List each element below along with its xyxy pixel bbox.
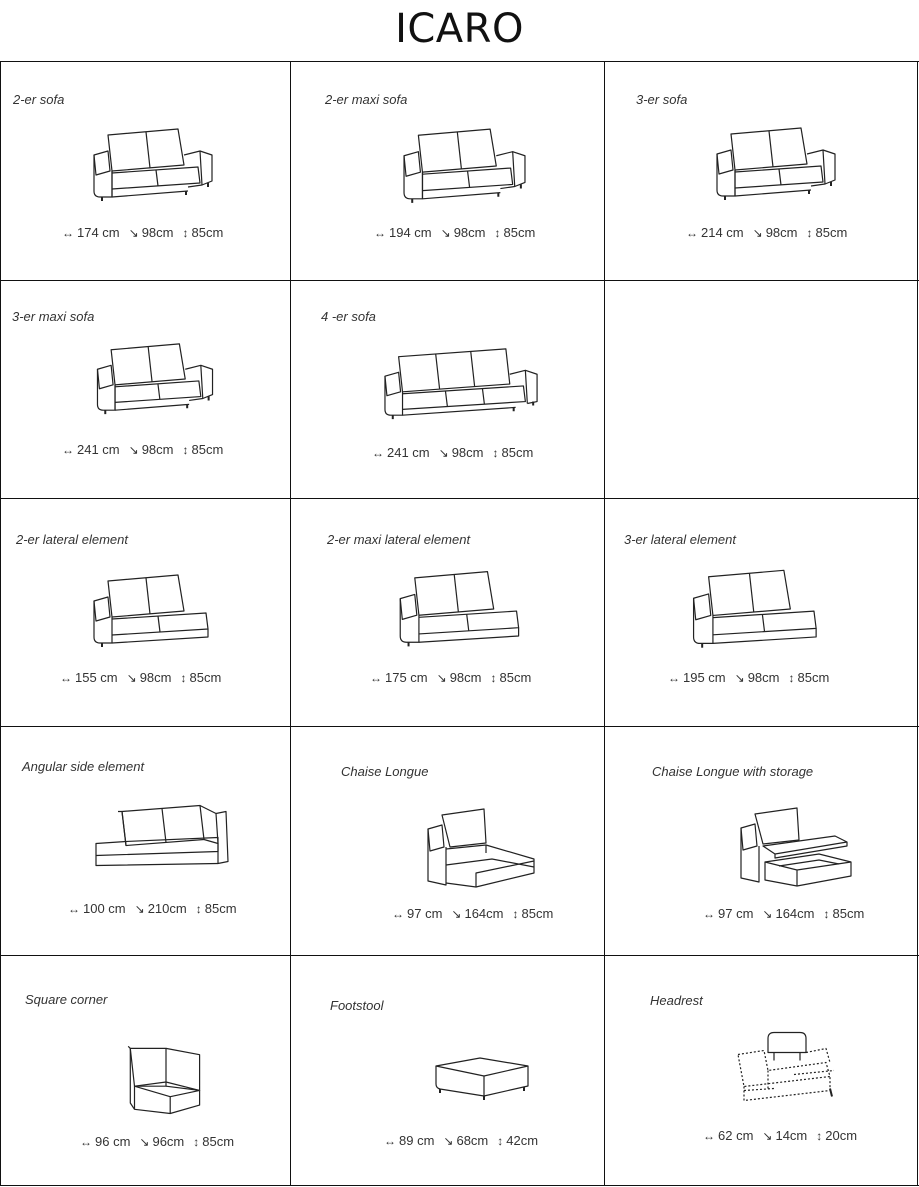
height-arrow-icon: ↕ — [497, 1134, 504, 1148]
sofa2-illustration — [88, 125, 218, 205]
grid-line — [604, 61, 605, 1186]
item-label: 2-er lateral element — [16, 532, 128, 547]
item-label: Headrest — [650, 993, 703, 1008]
width-value: 89 cm — [399, 1133, 435, 1148]
height-arrow-icon: ↕ — [823, 907, 830, 921]
height-arrow-icon: ↕ — [195, 902, 202, 916]
depth-arrow-icon: ↘ — [126, 671, 137, 685]
height-value: 85cm — [815, 225, 848, 240]
width-arrow-icon: ↔ — [60, 671, 72, 685]
item-label: 3-er lateral element — [624, 532, 736, 547]
depth-arrow-icon: ↘ — [134, 902, 145, 916]
depth-value: 98cm — [747, 670, 780, 685]
height-value: 42cm — [506, 1133, 539, 1148]
depth-arrow-icon: ↘ — [762, 907, 773, 921]
width-value: 97 cm — [407, 906, 443, 921]
sofa2-illustration — [392, 125, 537, 207]
width-value: 195 cm — [683, 670, 726, 685]
grid-line — [0, 61, 1, 1186]
depth-value: 98cm — [449, 670, 482, 685]
height-value: 85cm — [501, 445, 534, 460]
angular-illustration — [92, 797, 242, 882]
dimensions — [384, 1133, 538, 1148]
depth-value: 98cm — [141, 442, 174, 457]
depth-arrow-icon: ↘ — [451, 907, 462, 921]
depth-arrow-icon: ↘ — [734, 671, 745, 685]
depth-arrow-icon: ↘ — [128, 443, 139, 457]
dimensions — [68, 901, 237, 916]
depth-value: 98cm — [765, 225, 798, 240]
dimensions — [372, 445, 533, 460]
width-arrow-icon: ↔ — [668, 671, 680, 685]
width-arrow-icon: ↔ — [703, 907, 715, 921]
height-arrow-icon: ↕ — [788, 671, 795, 685]
grid-line — [0, 955, 919, 956]
depth-value: 98cm — [139, 670, 172, 685]
depth-arrow-icon: ↘ — [443, 1134, 454, 1148]
width-value: 214 cm — [701, 225, 744, 240]
dimensions — [392, 906, 553, 921]
width-arrow-icon: ↔ — [703, 1129, 715, 1143]
item-label: Chaise Longue — [341, 764, 429, 779]
width-arrow-icon: ↔ — [370, 671, 382, 685]
depth-value: 96cm — [152, 1134, 185, 1149]
sofa3-illustration — [378, 345, 546, 423]
width-value: 62 cm — [718, 1128, 754, 1143]
height-arrow-icon: ↕ — [193, 1135, 200, 1149]
width-arrow-icon: ↔ — [392, 907, 404, 921]
height-arrow-icon: ↕ — [180, 671, 187, 685]
dimensions — [80, 1134, 234, 1149]
dimensions — [60, 670, 221, 685]
height-value: 85cm — [189, 670, 222, 685]
depth-arrow-icon: ↘ — [438, 446, 449, 460]
width-value: 155 cm — [75, 670, 118, 685]
height-value: 85cm — [521, 906, 554, 921]
height-value: 85cm — [191, 442, 224, 457]
page-title: ICARO — [395, 6, 524, 52]
item-label: 3-er maxi sofa — [12, 309, 95, 324]
depth-value: 164cm — [775, 906, 815, 921]
height-arrow-icon: ↕ — [182, 443, 189, 457]
depth-value: 210cm — [147, 901, 187, 916]
height-arrow-icon: ↕ — [816, 1129, 823, 1143]
footstool-illustration — [432, 1053, 532, 1105]
grid-line — [0, 498, 919, 499]
width-value: 96 cm — [95, 1134, 131, 1149]
width-value: 97 cm — [718, 906, 754, 921]
width-arrow-icon: ↔ — [374, 226, 386, 240]
width-arrow-icon: ↔ — [62, 443, 74, 457]
lateral-illustration — [394, 566, 529, 652]
dimensions — [370, 670, 531, 685]
grid-line — [0, 726, 919, 727]
dimensions — [62, 225, 223, 240]
width-value: 241 cm — [77, 442, 120, 457]
width-arrow-icon: ↔ — [384, 1134, 396, 1148]
sofa2-illustration — [700, 124, 852, 204]
height-value: 85cm — [204, 901, 237, 916]
width-arrow-icon: ↔ — [80, 1135, 92, 1149]
item-label: 2-er maxi sofa — [325, 92, 408, 107]
item-label: 4 -er sofa — [321, 309, 376, 324]
width-arrow-icon: ↔ — [68, 902, 80, 916]
corner-illustration — [124, 1040, 208, 1124]
dimensions — [703, 1128, 857, 1143]
height-arrow-icon: ↕ — [512, 907, 519, 921]
chaise-illustration — [422, 802, 542, 894]
width-value: 174 cm — [77, 225, 120, 240]
height-value: 85cm — [503, 225, 536, 240]
grid-line — [917, 61, 918, 1186]
headrest-illustration — [734, 1028, 844, 1113]
grid-line — [290, 61, 291, 1186]
width-value: 175 cm — [385, 670, 428, 685]
item-label: Square corner — [25, 992, 108, 1007]
height-value: 85cm — [797, 670, 830, 685]
height-arrow-icon: ↕ — [490, 671, 497, 685]
grid-line — [0, 1185, 919, 1186]
width-value: 241 cm — [387, 445, 430, 460]
depth-value: 164cm — [464, 906, 504, 921]
sofa2-illustration — [70, 340, 240, 418]
item-label: Footstool — [330, 998, 384, 1013]
height-arrow-icon: ↕ — [806, 226, 813, 240]
item-label: Angular side element — [22, 759, 145, 774]
item-label: Chaise Longue with storage — [652, 764, 814, 779]
width-arrow-icon: ↔ — [372, 446, 384, 460]
dimensions — [668, 670, 829, 685]
depth-arrow-icon: ↘ — [128, 226, 139, 240]
dimensions — [686, 225, 847, 240]
depth-value: 98cm — [141, 225, 174, 240]
dimensions — [62, 442, 223, 457]
depth-arrow-icon: ↘ — [139, 1135, 150, 1149]
grid-line — [0, 61, 919, 62]
depth-value: 98cm — [453, 225, 486, 240]
height-value: 20cm — [825, 1128, 858, 1143]
depth-arrow-icon: ↘ — [752, 226, 763, 240]
item-label: 2-er maxi lateral element — [327, 532, 471, 547]
depth-value: 14cm — [775, 1128, 808, 1143]
item-label: 3-er sofa — [636, 92, 688, 107]
depth-arrow-icon: ↘ — [436, 671, 447, 685]
width-value: 194 cm — [389, 225, 432, 240]
storage-illustration — [734, 802, 856, 892]
depth-arrow-icon: ↘ — [762, 1129, 773, 1143]
depth-arrow-icon: ↘ — [440, 226, 451, 240]
width-arrow-icon: ↔ — [686, 226, 698, 240]
height-arrow-icon: ↕ — [494, 226, 501, 240]
dimensions — [374, 225, 535, 240]
height-value: 85cm — [202, 1134, 235, 1149]
lateral-illustration — [686, 566, 828, 652]
width-arrow-icon: ↔ — [62, 226, 74, 240]
lateral-illustration — [88, 568, 218, 654]
width-value: 100 cm — [83, 901, 126, 916]
dimensions — [703, 906, 864, 921]
grid-line — [0, 280, 919, 281]
height-value: 85cm — [499, 670, 532, 685]
item-label: 2-er sofa — [13, 92, 65, 107]
depth-value: 98cm — [451, 445, 484, 460]
height-value: 85cm — [832, 906, 865, 921]
height-value: 85cm — [191, 225, 224, 240]
depth-value: 68cm — [456, 1133, 489, 1148]
height-arrow-icon: ↕ — [492, 446, 499, 460]
height-arrow-icon: ↕ — [182, 226, 189, 240]
